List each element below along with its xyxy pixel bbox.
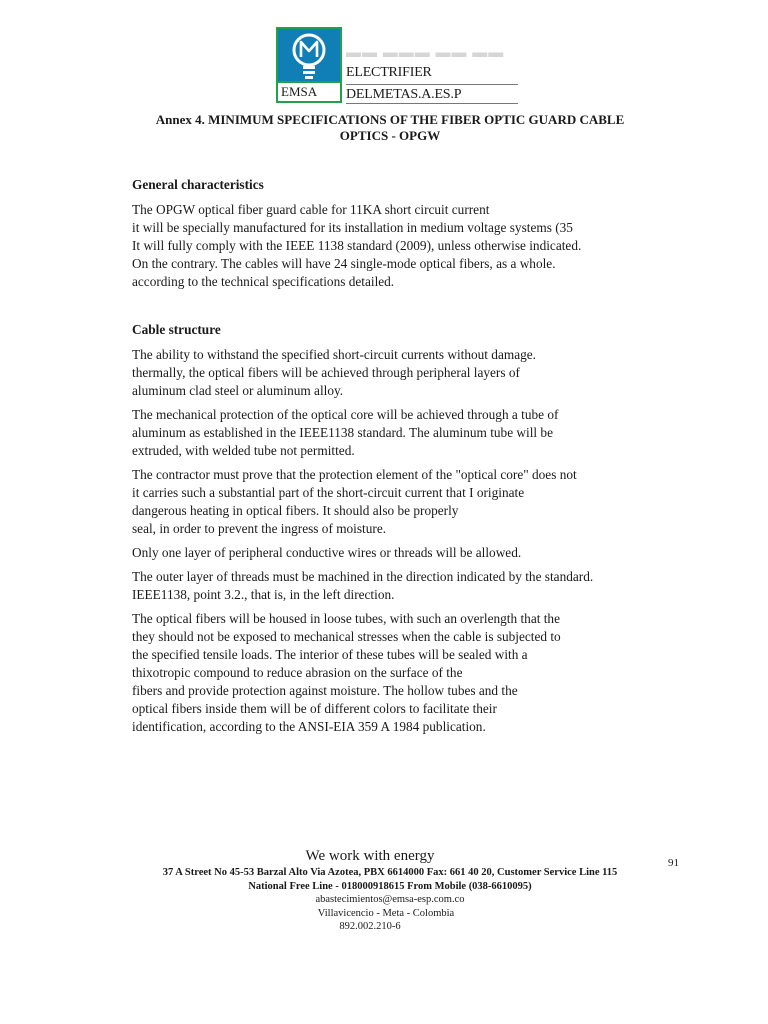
logo-company-line1: ELECTRIFIER xyxy=(346,65,432,80)
text-line: aluminum as established in the IEEE1138 standard. The aluminum tube will be xyxy=(132,425,553,440)
text-line: they should not be exposed to mechanical stresses when the cable is subjected to xyxy=(132,629,561,644)
text-line: extruded, with welded tube not permitted. xyxy=(132,443,355,458)
text-line: fibers and provide protection against moisture. The hollow tubes and the xyxy=(132,683,518,698)
text-line: The mechanical protection of the optical core will be achieved through a tube of xyxy=(132,407,559,422)
footer-phone: National Free Line - 018000918615 From Mobile (038-6610095) xyxy=(248,880,532,892)
text-line: It will fully comply with the IEEE 1138 standard (2009), unless otherwise indicated. xyxy=(132,238,582,253)
paragraph xyxy=(132,568,620,604)
text-line: IEEE1138, point 3.2., that is, in the left direction. xyxy=(132,587,395,602)
section-heading-general: General characteristics xyxy=(132,177,264,192)
text-line: the specified tensile loads. The interior of these tubes will be sealed with a xyxy=(132,647,528,662)
text-line: thermally, the optical fibers will be achieved through peripheral layers of xyxy=(132,365,520,380)
text-line: The contractor must prove that the protection element of the "optical core" does not xyxy=(132,467,577,482)
text-line: according to the technical specifications detailed. xyxy=(132,274,395,289)
text-line: thixotropic compound to reduce abrasion on the surface of the xyxy=(132,665,463,680)
footer-email: abastecimientos@emsa-esp.com.co xyxy=(315,894,465,905)
logo-ghost-print: ▬▬ ▬▬▬ ▬▬ ▬▬ xyxy=(346,45,505,61)
logo-company-line2: DELMETAS.A.ES.P xyxy=(346,87,462,102)
text-line: On the contrary. The cables will have 24 single-mode optical fibers, as a whole. xyxy=(132,256,556,271)
text-line: The outer layer of threads must be machined in the direction indicated by the standard. xyxy=(132,569,594,584)
footer-city: Villavicencio - Meta - Colombia xyxy=(317,907,455,919)
text-line: it will be specially manufactured for its installation in medium voltage systems (35 xyxy=(132,220,573,235)
text-line: Only one layer of peripheral conductive wires or threads will be allowed. xyxy=(132,545,522,560)
paragraph xyxy=(132,610,620,736)
page-footer xyxy=(130,846,650,934)
page-number: 91 xyxy=(668,857,679,869)
logo-divider xyxy=(346,103,518,104)
text-line: aluminum clad steel or aluminum alloy. xyxy=(132,383,344,398)
paragraph xyxy=(132,544,620,562)
document-body xyxy=(132,176,620,742)
text-line: seal, in order to prevent the ingress of moisture. xyxy=(132,521,387,536)
text-line: it carries such a substantial part of the short-circuit current that I originate xyxy=(132,485,525,500)
footer-address: 37 A Street No 45-53 Barzal Alto Via Azotea, PBX 6614000 Fax: 661 40 20, Customer Service Line 115 xyxy=(162,867,618,878)
paragraph xyxy=(132,346,620,400)
text-line: optical fibers inside them will be of different colors to facilitate their xyxy=(132,701,497,716)
footer-nit: 892.002.210-6 xyxy=(339,921,401,932)
title-line-1: Annex 4. MINIMUM SPECIFICATIONS OF THE FIBER OPTIC GUARD CABLE xyxy=(155,112,625,127)
text-line: The ability to withstand the specified short-circuit currents without damage. xyxy=(132,347,536,362)
logo-divider xyxy=(346,84,518,85)
section-heading-structure: Cable structure xyxy=(132,322,221,337)
footer-slogan: We work with energy xyxy=(305,848,435,864)
document-title xyxy=(130,112,650,144)
text-line: identification, according to the ANSI-EIA 359 A 1984 publication. xyxy=(132,719,486,734)
company-logo xyxy=(276,27,342,103)
lightbulb-m-icon xyxy=(278,29,340,85)
text-line: The optical fibers will be housed in loose tubes, with such an overlength that the xyxy=(132,611,560,626)
text-line: dangerous heating in optical fibers. It should also be properly xyxy=(132,503,459,518)
title-line-2: OPTICS - OPGW xyxy=(339,128,441,143)
paragraph xyxy=(132,406,620,460)
paragraph xyxy=(132,466,620,538)
paragraph xyxy=(132,201,620,291)
text-line: The OPGW optical fiber guard cable for 11KA short circuit current xyxy=(132,202,490,217)
logo-abbrev: EMSA xyxy=(278,81,340,101)
